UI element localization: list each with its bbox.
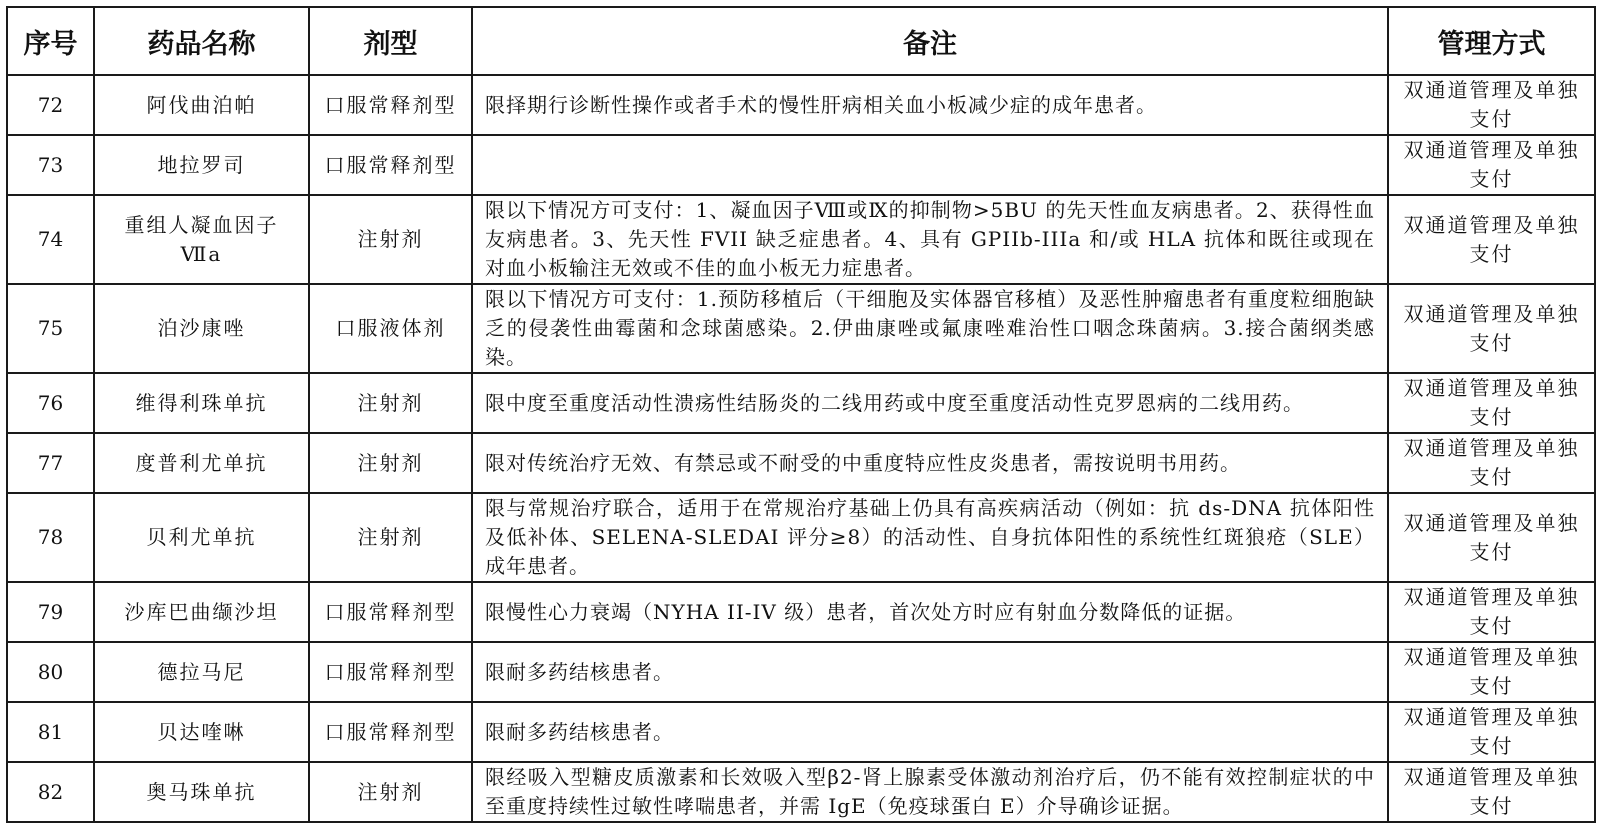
cell-name: 度普利尤单抗 (94, 433, 309, 493)
cell-no: 80 (7, 642, 94, 702)
cell-form: 口服常释剂型 (309, 135, 472, 195)
cell-note: 限与常规治疗联合，适用于在常规治疗基础上仍具有高疾病活动（例如：抗 ds-DNA 抗体阳性及低补体、SELENA-SLEDAI 评分≥8）的活动性、自身抗体阳性的系统性红斑狼疮（SLE）成年患者。 (472, 493, 1388, 582)
cell-mgmt: 双通道管理及单独支付 (1388, 702, 1595, 762)
cell-no: 74 (7, 195, 94, 284)
header-mgmt: 管理方式 (1388, 7, 1595, 75)
table-row (7, 195, 1595, 284)
table-row (7, 135, 1595, 195)
cell-no: 81 (7, 702, 94, 762)
header-form: 剂型 (309, 7, 472, 75)
cell-note: 限经吸入型糖皮质激素和长效吸入型β2-肾上腺素受体激动剂治疗后，仍不能有效控制症状的中至重度持续性过敏性哮喘患者，并需 IgE（免疫球蛋白 E）介导确诊证据。 (472, 762, 1388, 822)
table-row (7, 762, 1595, 822)
cell-name: 泊沙康唑 (94, 284, 309, 373)
cell-note: 限择期行诊断性操作或者手术的慢性肝病相关血小板减少症的成年患者。 (472, 75, 1388, 135)
table-row (7, 75, 1595, 135)
cell-note: 限以下情况方可支付：1、凝血因子Ⅷ或Ⅸ的抑制物>5BU 的先天性血友病患者。2、获得性血友病患者。3、先天性 FVII 缺乏症患者。4、具有 GPIIb-IIIa 和/或 HLA 抗体和既往或现在对血小板输注无效或不佳的血小板无力症患者。 (472, 195, 1388, 284)
cell-form: 口服常释剂型 (309, 582, 472, 642)
cell-no: 76 (7, 373, 94, 433)
table-row (7, 433, 1595, 493)
cell-mgmt: 双通道管理及单独支付 (1388, 135, 1595, 195)
cell-form: 注射剂 (309, 373, 472, 433)
cell-form: 口服液体剂 (309, 284, 472, 373)
cell-name: 维得利珠单抗 (94, 373, 309, 433)
cell-note: 限中度至重度活动性溃疡性结肠炎的二线用药或中度至重度活动性克罗恩病的二线用药。 (472, 373, 1388, 433)
header-row (7, 7, 1595, 75)
cell-name: 德拉马尼 (94, 642, 309, 702)
cell-note: 限慢性心力衰竭（NYHA II-IV 级）患者，首次处方时应有射血分数降低的证据。 (472, 582, 1388, 642)
cell-mgmt: 双通道管理及单独支付 (1388, 762, 1595, 822)
cell-note: 限以下情况方可支付：1.预防移植后（干细胞及实体器官移植）及恶性肿瘤患者有重度粒细胞缺乏的侵袭性曲霉菌和念球菌感染。2.伊曲康唑或氟康唑难治性口咽念珠菌病。3.接合菌纲类感染。 (472, 284, 1388, 373)
cell-mgmt: 双通道管理及单独支付 (1388, 642, 1595, 702)
cell-name: 重组人凝血因子Ⅶa (94, 195, 309, 284)
cell-form: 注射剂 (309, 433, 472, 493)
cell-no: 77 (7, 433, 94, 493)
table-row (7, 284, 1595, 373)
cell-no: 82 (7, 762, 94, 822)
cell-no: 72 (7, 75, 94, 135)
table-row (7, 582, 1595, 642)
cell-mgmt: 双通道管理及单独支付 (1388, 493, 1595, 582)
header-no: 序号 (7, 7, 94, 75)
cell-form: 口服常释剂型 (309, 702, 472, 762)
cell-name: 贝利尤单抗 (94, 493, 309, 582)
cell-name: 奥马珠单抗 (94, 762, 309, 822)
table-row (7, 702, 1595, 762)
header-note: 备注 (472, 7, 1388, 75)
cell-mgmt: 双通道管理及单独支付 (1388, 195, 1595, 284)
cell-mgmt: 双通道管理及单独支付 (1388, 582, 1595, 642)
cell-name: 贝达喹啉 (94, 702, 309, 762)
cell-form: 注射剂 (309, 493, 472, 582)
table-row (7, 373, 1595, 433)
cell-name: 阿伐曲泊帕 (94, 75, 309, 135)
cell-note: 限耐多药结核患者。 (472, 702, 1388, 762)
table-row (7, 493, 1595, 582)
cell-no: 79 (7, 582, 94, 642)
cell-form: 注射剂 (309, 195, 472, 284)
cell-note: 限耐多药结核患者。 (472, 642, 1388, 702)
cell-form: 注射剂 (309, 762, 472, 822)
cell-mgmt: 双通道管理及单独支付 (1388, 284, 1595, 373)
cell-no: 78 (7, 493, 94, 582)
cell-no: 75 (7, 284, 94, 373)
cell-form: 口服常释剂型 (309, 642, 472, 702)
cell-name: 地拉罗司 (94, 135, 309, 195)
cell-note (472, 135, 1388, 195)
table-row (7, 642, 1595, 702)
cell-form: 口服常释剂型 (309, 75, 472, 135)
cell-note: 限对传统治疗无效、有禁忌或不耐受的中重度特应性皮炎患者，需按说明书用药。 (472, 433, 1388, 493)
header-name: 药品名称 (94, 7, 309, 75)
drug-table (6, 6, 1596, 823)
cell-mgmt: 双通道管理及单独支付 (1388, 75, 1595, 135)
cell-name: 沙库巴曲缬沙坦 (94, 582, 309, 642)
cell-mgmt: 双通道管理及单独支付 (1388, 373, 1595, 433)
cell-no: 73 (7, 135, 94, 195)
cell-mgmt: 双通道管理及单独支付 (1388, 433, 1595, 493)
